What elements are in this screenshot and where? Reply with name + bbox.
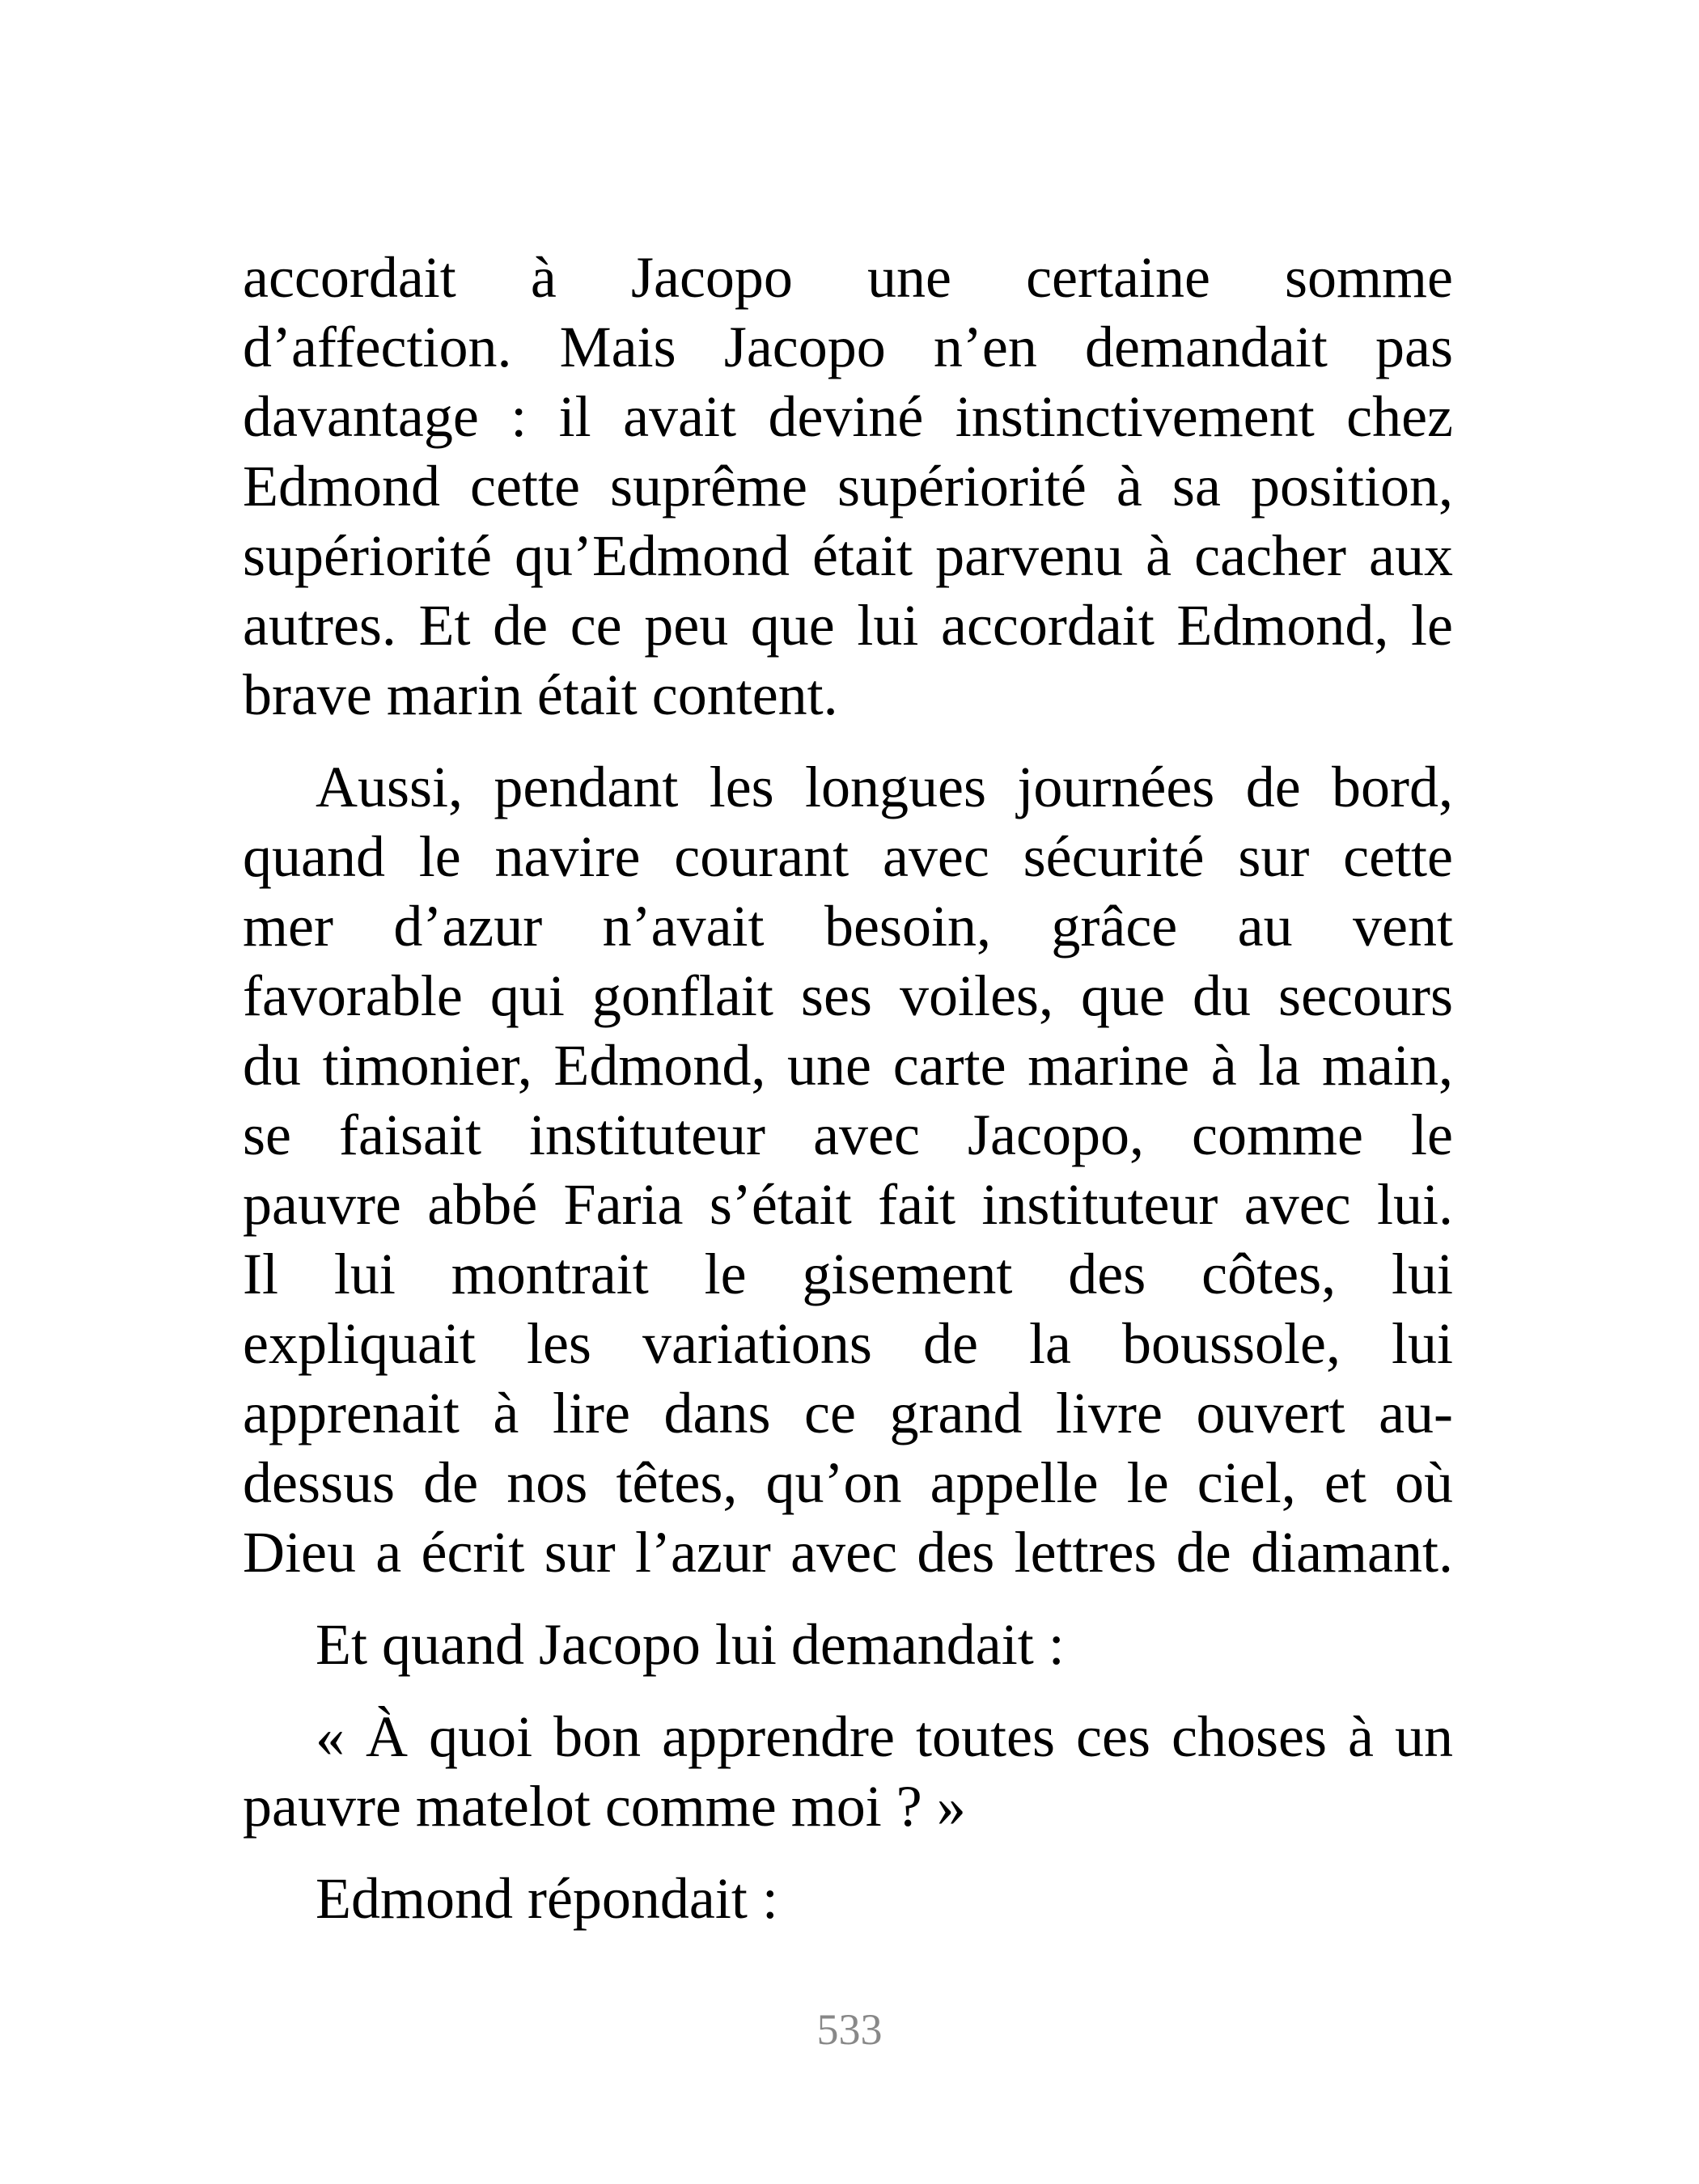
text-line: Il lui montrait le gisement des côtes, lui [243,1242,1453,1306]
text-line: supériorité qu’Edmond était parvenu à cacher aux [243,523,1453,588]
text-line: d’affection. Mais Jacopo n’en demandait pas [243,315,1453,379]
paragraph-5 [243,1864,1453,1933]
text-line: Edmond répondait : [316,1866,778,1931]
text-line: Et quand Jacopo lui demandait : [316,1612,1065,1677]
text-line: dessus de nos têtes, qu’on appelle le ciel, et où [243,1450,1453,1515]
paragraph-1 [243,243,1453,730]
text-line: Aussi, pendant les longues journées de bord, [316,755,1453,819]
paragraph-2 [243,752,1453,1587]
text-line: pauvre abbé Faria s’était fait instituteur avec lui. [243,1172,1453,1237]
text-line: « À quoi bon apprendre toutes ces choses à un [316,1704,1453,1769]
text-line: apprenait à lire dans ce grand livre ouvert au- [243,1381,1453,1445]
text-line: Dieu a écrit sur l’azur avec des lettres de diamant. [243,1520,1453,1585]
text-line: davantage : il avait deviné instinctivement chez [243,384,1453,449]
page-number: 533 [816,2005,883,2054]
text-line: mer d’azur n’avait besoin, grâce au vent [243,894,1453,959]
text-line: brave marin était content. [243,662,838,727]
text-line: accordait à Jacopo une certaine somme [243,245,1453,310]
text-line: pauvre matelot comme moi ? » [243,1774,966,1839]
text-line: autres. Et de ce peu que lui accordait Edmond, le [243,593,1453,658]
text-line: favorable qui gonflait ses voiles, que du secours [243,963,1453,1028]
page-body [243,243,1453,1933]
text-line: Edmond cette suprême supériorité à sa position, [243,454,1453,518]
paragraph-3 [243,1610,1453,1679]
text-line: se faisait instituteur avec Jacopo, comme le [243,1103,1453,1167]
text-line: quand le navire courant avec sécurité sur cette [243,824,1453,889]
text-line: expliquait les variations de la boussole, lui [243,1311,1453,1376]
text-line: du timonier, Edmond, une carte marine à la main, [243,1033,1453,1098]
paragraph-4 [243,1702,1453,1841]
